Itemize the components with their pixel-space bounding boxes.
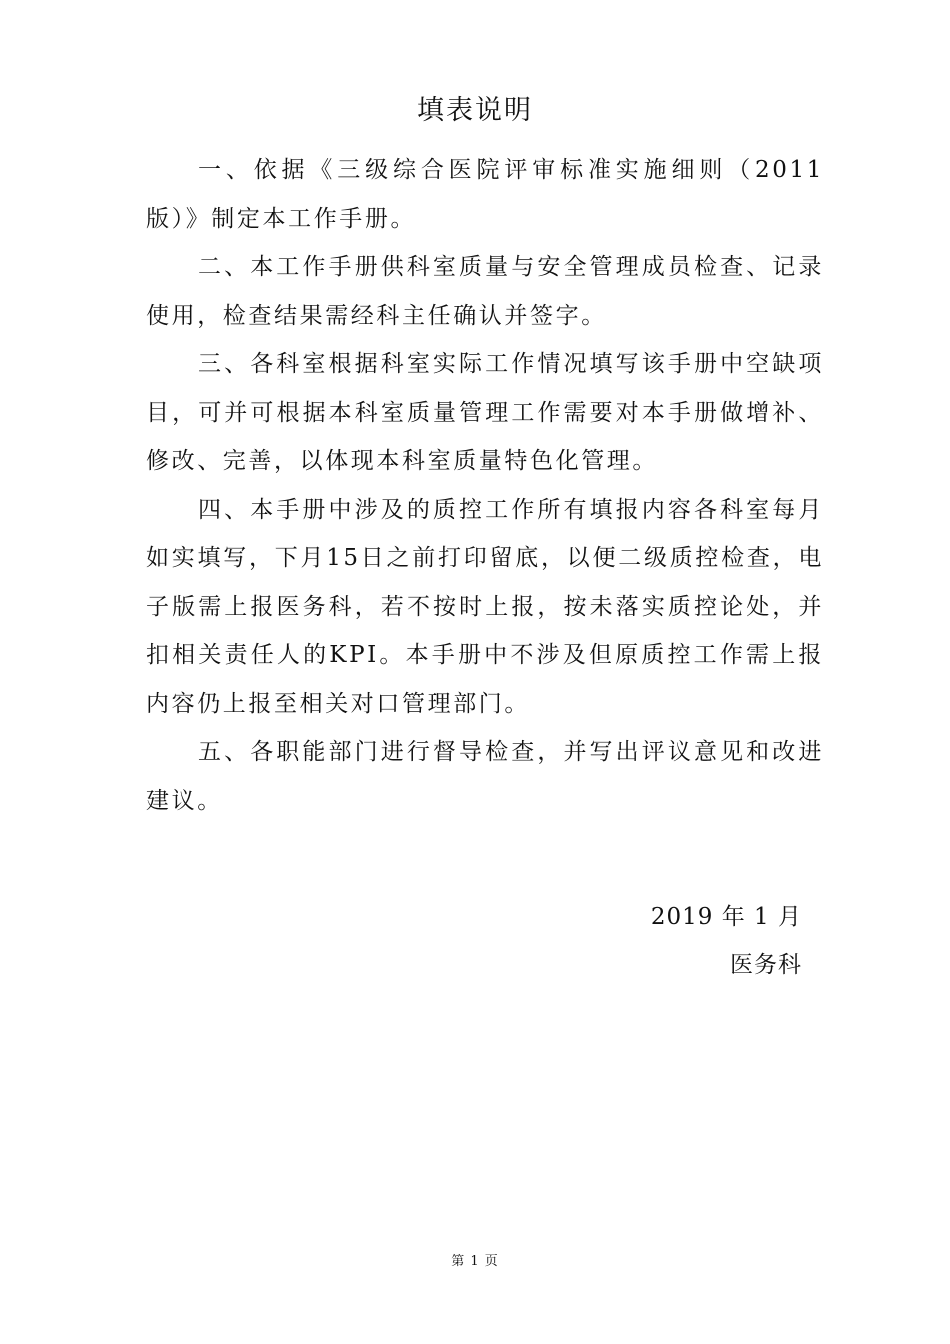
- signature-block: [651, 893, 802, 989]
- paragraph-4: 四、本手册中涉及的质控工作所有填报内容各科室每月如实填写，下月15日之前打印留底，以便二级质控检查，电子版需上报医务科，若不按时上报，按未落实质控论处，并扣相关责任人的KPI。本手册中不涉及但原质控工作需上报内容仍上报至相关对口管理部门。: [146, 496, 824, 717]
- page-number: 第 1 页: [451, 1254, 499, 1269]
- page-title: 填表说明: [417, 95, 533, 126]
- paragraph-5: 五、各职能部门进行督导检查，并写出评议意见和改进建议。: [146, 739, 824, 814]
- signature-department: 医务科: [730, 952, 802, 978]
- paragraph-3: 三、各科室根据科室实际工作情况填写该手册中空缺项目，可并可根据本科室质量管理工作需要对本手册做增补、修改、完善，以体现本科室质量特色化管理。: [146, 351, 824, 474]
- signature-date: 2019 年 1 月: [650, 904, 802, 930]
- paragraph-1: 一、依据《三级综合医院评审标准实施细则（2011版）》制定本工作手册。: [146, 157, 824, 232]
- paragraph-2: 二、本工作手册供科室质量与安全管理成员检查、记录使用，检查结果需经科主任确认并签字。: [146, 254, 824, 329]
- instructions-body: [146, 146, 824, 825]
